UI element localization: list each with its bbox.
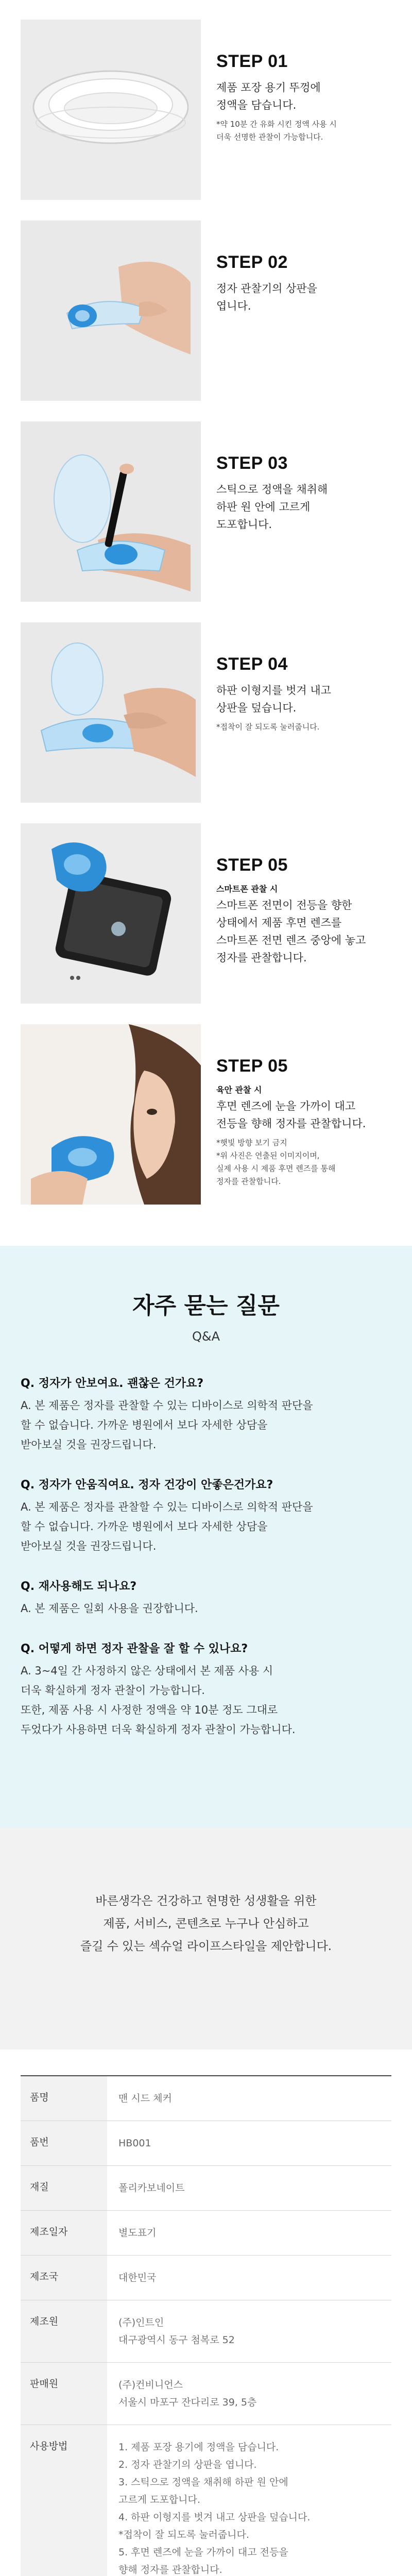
table-label: 재질 xyxy=(21,2166,107,2211)
step-description: 제품 포장 용기 뚜껑에 정액을 담습니다. xyxy=(216,81,321,111)
smartphone-observation-illustration xyxy=(21,823,201,1004)
step-row xyxy=(0,20,412,221)
step-text xyxy=(201,823,391,967)
table-row xyxy=(21,2121,391,2166)
peeling-cover-illustration xyxy=(21,622,201,803)
step-title: STEP 01 xyxy=(216,52,288,71)
table-row xyxy=(21,2363,391,2425)
step-image-smartphone xyxy=(21,823,201,1004)
table-value: HB001 xyxy=(107,2121,391,2166)
brand-message-section xyxy=(0,1828,412,2049)
step-title: STEP 05 xyxy=(216,1056,288,1076)
table-row xyxy=(21,2076,391,2121)
step-subtitle: 육안 관찰 시 xyxy=(216,1085,262,1095)
faq-answer: A. 본 제품은 정자를 관찰할 수 있는 디바이스로 의학적 판단을 할 수 없습니다. 가까운 병원에서 보다 자세한 상담을 받아보실 것을 권장드립니다. xyxy=(21,1501,313,1552)
step-text xyxy=(201,20,391,144)
faq-answer: A. 본 제품은 일회 사용을 권장합니다. xyxy=(21,1602,198,1615)
step-description: 정자 관찰기의 상판을 엽니다. xyxy=(216,282,317,312)
table-label: 제조국 xyxy=(21,2256,107,2300)
faq-subtitle: Q&A xyxy=(192,1329,220,1344)
step-image-stick-apply xyxy=(21,421,201,602)
table-value: (주)인트인 대구광역시 동구 첨복로 52 xyxy=(107,2300,391,2363)
step-row xyxy=(0,1024,412,1225)
step-subtitle: 스마트폰 관찰 시 xyxy=(216,884,278,894)
table-value: 맨 시드 체커 xyxy=(107,2076,391,2121)
step-title: STEP 02 xyxy=(216,252,288,272)
step-title: STEP 04 xyxy=(216,654,288,674)
step-row xyxy=(0,221,412,421)
stick-applying-illustration xyxy=(21,421,201,602)
table-label: 제조원 xyxy=(21,2300,107,2363)
step-description: 스마트폰 전면이 전등을 향한 상태에서 제품 후면 렌즈를 스마트폰 전면 렌즈 중앙에 놓고 정자를 관찰합니다. xyxy=(216,899,366,964)
faq-item xyxy=(21,1375,391,1454)
faq-question: Q. 정자가 안움직여요. 정자 건강이 안좋은건가요? xyxy=(21,1479,273,1492)
clear-container-illustration xyxy=(21,20,201,200)
step-note: *약 10분 간 유화 시킨 정액 사용 시 더욱 선명한 관찰이 가능합니다. xyxy=(216,120,337,142)
step-note: *접착이 잘 되도록 눌러줍니다. xyxy=(216,722,320,732)
brand-message: 바른생각은 건강하고 현명한 성생활을 위한 제품, 서비스, 콘텐츠로 누구나 안심하고 즐길 수 있는 섹슈얼 라이프스타일을 제안합니다. xyxy=(80,1894,332,1953)
table-value: (주)컨비니언스 서울시 마포구 잔다리로 39, 5층 xyxy=(107,2363,391,2425)
faq-question: Q. 재사용해도 되나요? xyxy=(21,1580,137,1593)
usage-steps-section xyxy=(0,0,412,1246)
step-title: STEP 05 xyxy=(216,855,288,875)
step-note: *햇빛 방향 보기 금지 *위 사진은 연출된 이미지이며, 실제 사용 시 제품 후면 렌즈를 통해 정자를 관찰합니다. xyxy=(216,1138,336,1186)
faq-item xyxy=(21,1476,391,1556)
step-description: 후면 렌즈에 눈을 가까이 대고 전등을 향해 정자를 관찰합니다. xyxy=(216,1100,366,1130)
faq-answer: A. 3~4일 간 사정하지 않은 상태에서 본 제품 사용 시 더욱 확실하게 정자 관찰이 가능합니다. 또한, 제품 사용 시 사정한 정액을 약 10분 정도 그대로 두었다가 사용하면 더욱 확실하게 정자 관찰이 가능합니다. xyxy=(21,1665,296,1736)
faq-item xyxy=(21,1640,391,1739)
naked-eye-observation-illustration xyxy=(21,1024,201,1205)
step-image-peel-cover xyxy=(21,622,201,803)
faq-question: Q. 정자가 안보여요. 괜찮은 건가요? xyxy=(21,1377,204,1390)
table-value: 대한민국 xyxy=(107,2256,391,2300)
step-text xyxy=(201,421,391,533)
table-label: 판매원 xyxy=(21,2363,107,2425)
table-row xyxy=(21,2425,391,2576)
step-image-naked-eye xyxy=(21,1024,201,1205)
step-description: 하판 이형지를 벗겨 내고 상판을 덮습니다. xyxy=(216,684,331,714)
table-label: 제조일자 xyxy=(21,2211,107,2256)
table-value: 폴리카보네이트 xyxy=(107,2166,391,2211)
product-info-table xyxy=(21,2075,391,2576)
step-title: STEP 03 xyxy=(216,453,288,473)
table-row xyxy=(21,2211,391,2256)
step-row xyxy=(0,421,412,622)
step-text xyxy=(201,1024,391,1188)
faq-item xyxy=(21,1578,391,1618)
table-value: 별도표기 xyxy=(107,2211,391,2256)
faq-question: Q. 어떻게 하면 정자 관찰을 잘 할 수 있나요? xyxy=(21,1642,248,1655)
step-row xyxy=(0,622,412,823)
hand-opening-viewer-illustration xyxy=(21,221,201,401)
step-text xyxy=(201,221,391,315)
step-description: 스틱으로 정액을 채취해 하판 원 안에 고르게 도포합니다. xyxy=(216,483,328,531)
step-image-open-viewer xyxy=(21,221,201,401)
product-info-section xyxy=(0,2049,412,2576)
step-row xyxy=(0,823,412,1024)
table-label: 품번 xyxy=(21,2121,107,2166)
step-text xyxy=(201,622,391,734)
table-value: 1. 제품 포장 용기에 정액을 담습니다. 2. 정자 관찰기의 상판을 엽니다. 3. 스틱으로 정액을 채취해 하판 원 안에 고르게 도포합니다. 4. 하판 이형지를 벗겨 내고 상판을 덮습니다. *접착이 잘 되도록 눌러줍니다. 5. 후면 렌즈에 눈을 가까이 대고 전등을 향해 정자를 관찰합니다. xyxy=(107,2425,391,2576)
table-label: 사용방법 xyxy=(21,2425,107,2576)
faq-title: 자주 묻는 질문 xyxy=(132,1293,280,1319)
step-image-container-lid xyxy=(21,20,201,200)
table-row xyxy=(21,2300,391,2363)
table-row xyxy=(21,2256,391,2300)
table-row xyxy=(21,2166,391,2211)
faq-answer: A. 본 제품은 정자를 관찰할 수 있는 디바이스로 의학적 판단을 할 수 없습니다. 가까운 병원에서 보다 자세한 상담을 받아보실 것을 권장드립니다. xyxy=(21,1399,313,1451)
table-label: 품명 xyxy=(21,2076,107,2121)
faq-section xyxy=(0,1246,412,1828)
